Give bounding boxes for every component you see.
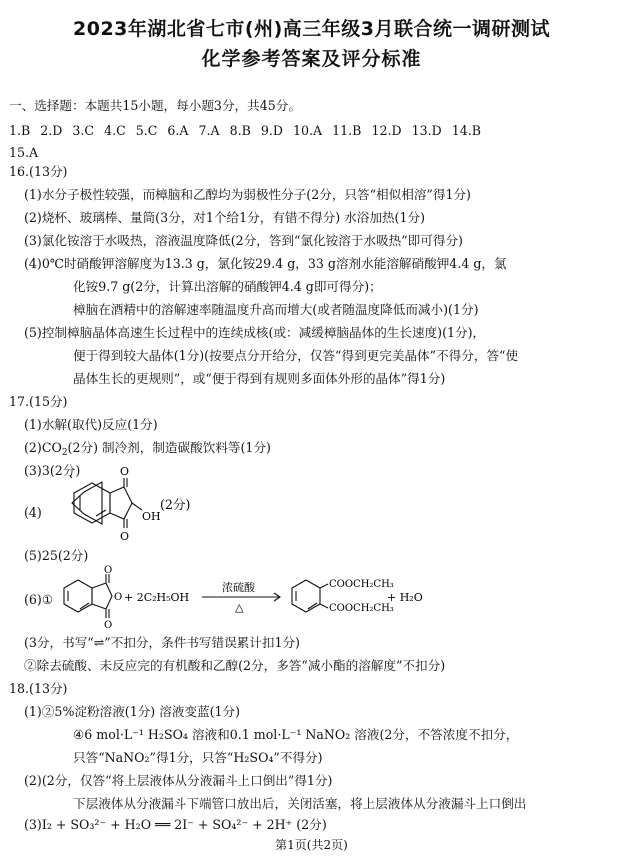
answer-item: 13.D (411, 123, 442, 138)
q16-line: (3)氯化铵溶于水吸热，溶液温度降低(2分，答到“氯化铵溶于水吸热”即可得分) (24, 233, 463, 248)
answer-item: 9.D (260, 123, 284, 138)
answer-item: 1.B (9, 123, 31, 138)
oxo-label: O (120, 530, 130, 543)
answer-item: 12.D (371, 123, 402, 138)
answer-item: 8.B (229, 123, 251, 138)
product-water: + H₂O (387, 591, 423, 604)
hydroxyl-label: OH (142, 510, 161, 523)
q17-line: (3分，书写“⇌”不扣分，条件书写错误累计扣1分) (24, 635, 300, 650)
oxo-label: O (104, 620, 113, 631)
q18-line: 下层液体从分液漏斗下端管口放出后，关闭活塞，将上层液体从分液漏斗上口倒出 (73, 796, 527, 811)
answer-list (9, 120, 491, 164)
answer-item: 10.A (293, 123, 323, 138)
product-ester-group: COOCH₂CH₃ (329, 579, 394, 590)
answer-item: 4.C (104, 123, 126, 138)
q16-line: 化铵9.7 g(2分，计算出溶解的硝酸钾4.4 g即可得分)； (73, 279, 382, 294)
q17-6-label: (6)① (24, 592, 54, 607)
answer-item: 3.C (72, 123, 95, 138)
q16-line: (2)烧杯、玻璃棒、量筒(3分，对1个给1分，有错不得分) 水浴加热(1分) (24, 210, 425, 225)
answer-item: 6.A (167, 123, 189, 138)
page-title: 2023年湖北省七市(州)高三年级3月联合统一调研测试 (73, 18, 550, 40)
page-subtitle: 化学参考答案及评分标准 (201, 48, 422, 70)
q16-line: 晶体生长的更规则”，或“便于得到有规则多面体外形的晶体”得1分) (73, 371, 446, 386)
q16-line: 便于得到较大晶体(1分)(按要点分开给分，仅答“得到更完美晶体”不得分，答“使 (73, 348, 519, 363)
q18-line: ④6 mol·L⁻¹ H₂SO₄ 溶液和0.1 mol·L⁻¹ NaNO₂ 溶液(2分，不答浓度不扣分， (73, 727, 519, 742)
q16-line: (1)水分子极性较强，而樟脑和乙醇均为弱极性分子(2分，只答“相似相溶”得1分) (24, 187, 471, 202)
oxo-label: O (104, 565, 113, 576)
q17-line: (1)水解(取代)反应(1分) (24, 417, 158, 432)
q17-line: $(2)CO_2(2$分) 制冷剂，制造碳酸饮料等(1分) (24, 440, 271, 458)
esterification-reaction-diagram (62, 565, 423, 632)
q16-line: 樟脑在酒精中的溶解速率随温度升高而增大(或者随温度降低而减小)(1分) (73, 302, 479, 317)
q16-heading: 16.(13分) (9, 164, 68, 179)
product-ester-group: COOCH₂CH₃ (329, 603, 394, 614)
q18-line: (1)②5%淀粉溶液(1分) 溶液变蓝(1分) (24, 704, 241, 719)
section1-heading: 一、选择题：本题共15小题，每小题3分，共45分。 (9, 98, 301, 113)
q18-line: (2)(2分，仅答“将上层液体从分液漏斗上口倒出”得1分) (24, 773, 333, 788)
q16-line: (4)0℃时硝酸钾溶解度为13.3 g，氯化铵29.4 g，33 g溶剂水能溶解硝酸钾4.4 g，氯 (24, 256, 507, 271)
condition-catalyst: 浓硫酸 (222, 581, 255, 594)
answer-item: 11.B (332, 123, 362, 138)
answer-item: 7.A (198, 123, 220, 138)
q17-line: (3)3(2分) (24, 463, 81, 478)
q17-line: ②除去硫酸、未反应完的有机酸和乙醇(2分，多答“减小酯的溶解度”不扣分) (24, 658, 446, 673)
answer-item: 5.C (135, 123, 158, 138)
q18-line: 只答“NaNO₂”得1分，只答“H₂SO₄”不得分) (73, 750, 323, 765)
q16-line: (5)控制樟脑晶体高速生长过程中的连续成核(或：减缓樟脑晶体的生长速度)(1分)， (24, 325, 486, 340)
condition-heat: △ (235, 601, 244, 614)
answer-item: 14.B (451, 123, 482, 138)
q17-line: (5)25(2分) (24, 548, 89, 563)
q18-line: (3)I₂ + SO₃²⁻ + H₂O ══ 2I⁻ + SO₄²⁻ + 2H⁺ (2分) (24, 817, 327, 832)
oxo-label: O (114, 592, 123, 603)
q18-heading: 18.(13分) (9, 681, 68, 696)
q17-heading: 17.(15分) (9, 394, 68, 409)
page-footer: 第1页(共2页) (275, 838, 348, 852)
answer-item: 2.D (40, 123, 63, 138)
oxo-label: O (120, 465, 130, 478)
q17-4-label: (4) (24, 505, 42, 520)
answer-item: 15.A (9, 145, 39, 160)
q17-4-score: (2分) (160, 497, 191, 512)
reagent-ethanol: + 2C₂H₅OH (124, 591, 190, 604)
indanone-structure-diagram (72, 465, 242, 544)
